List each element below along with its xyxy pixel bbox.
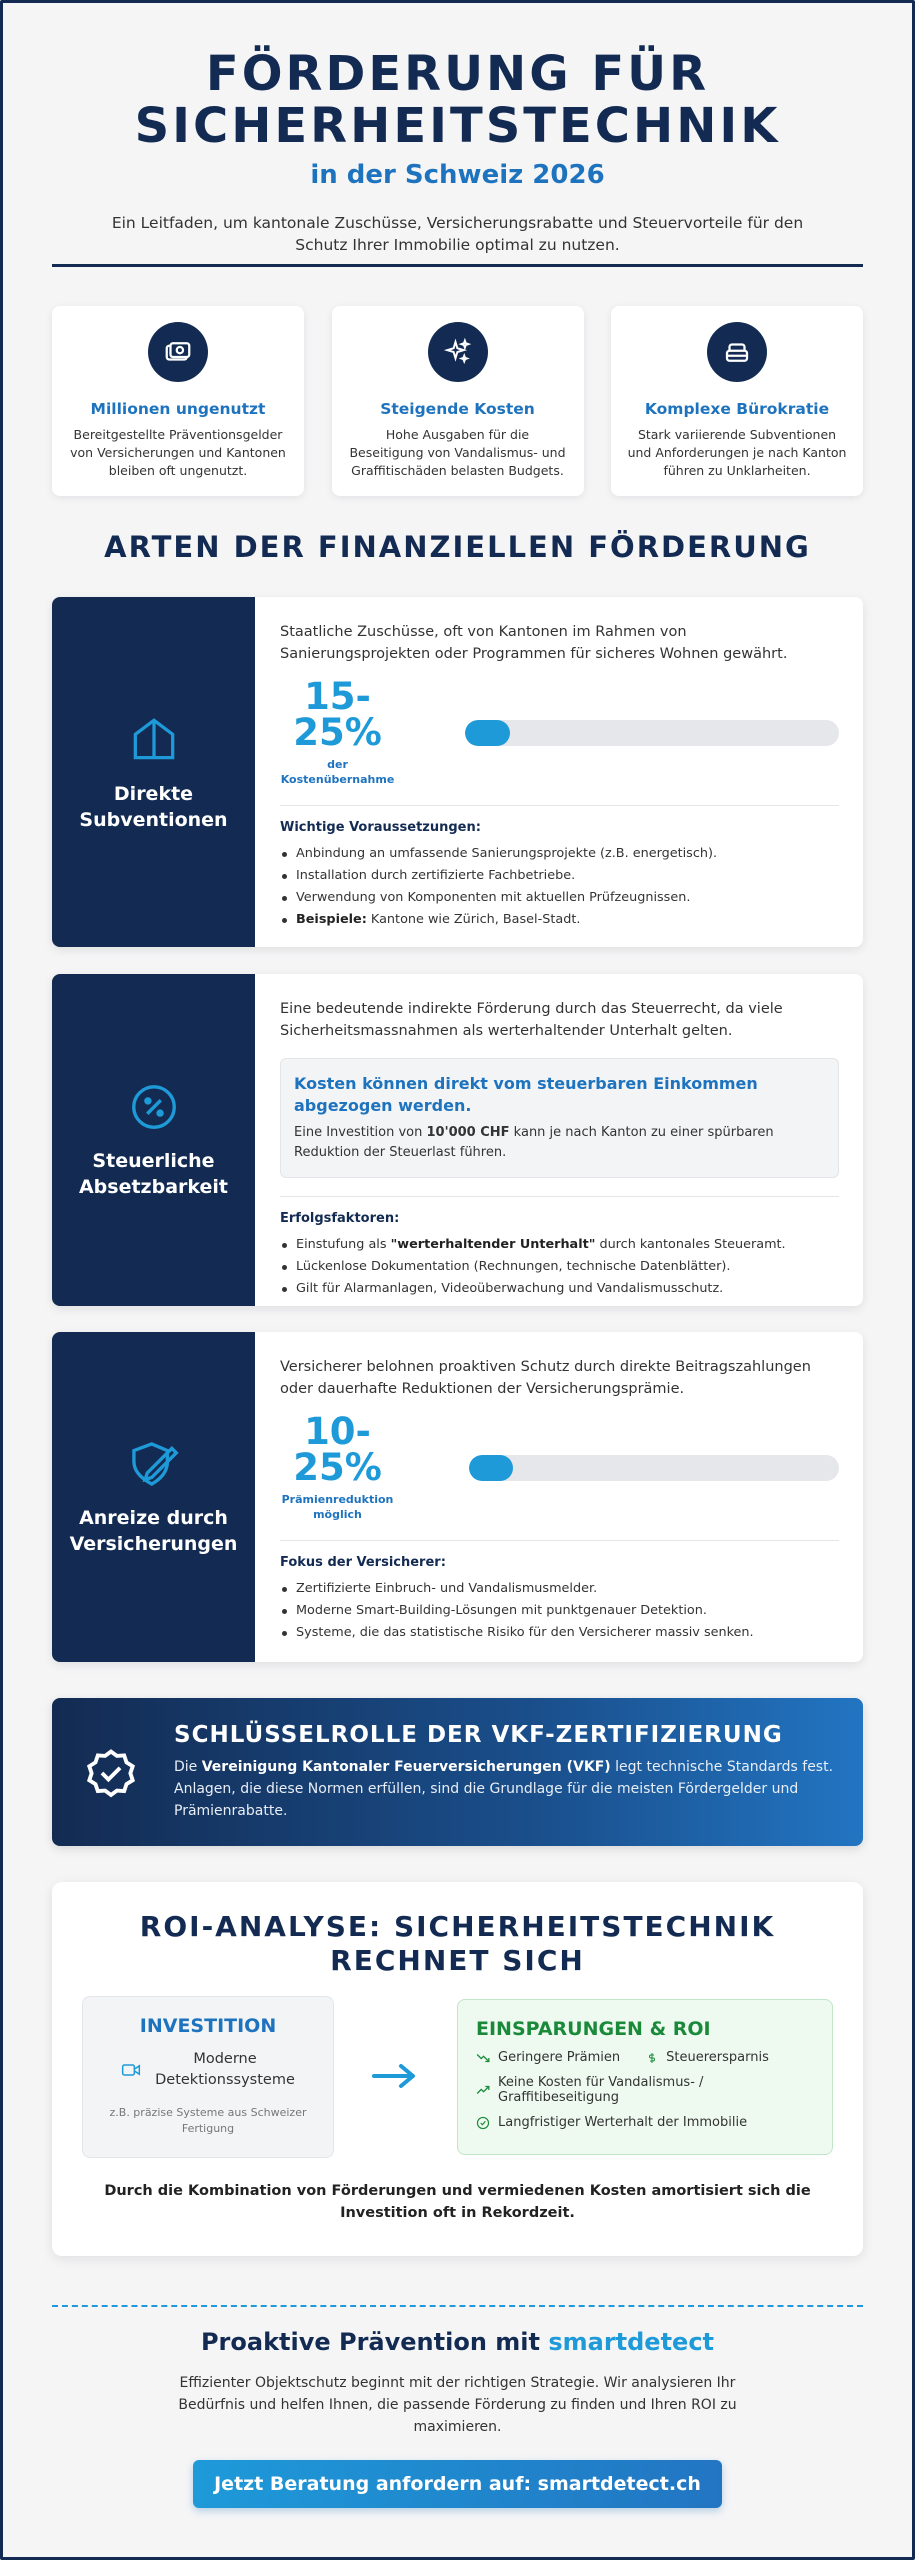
card-unused-millions xyxy=(52,306,304,496)
stat-caption: der Kostenübernahme xyxy=(280,758,395,786)
card-title: Millionen ungenutzt xyxy=(90,400,266,418)
stat-value: 15- 25% xyxy=(293,675,382,754)
divider xyxy=(280,805,839,806)
vkf-text: Die Vereinigung Kantonaler Feuerversicherungen (VKF) legt technische Standards fest. Anlagen, die diese Normen erfüllen, sind die Grundlage für die meisten Fördergelder und Prämienrabatte. xyxy=(174,1759,834,1819)
list-heading: Fokus der Versicherer: xyxy=(280,1555,446,1570)
dashed-divider xyxy=(52,2305,863,2307)
list-item: Lückenlose Dokumentation (Rechnungen, technische Datenblätter). xyxy=(280,1256,839,1278)
coin-icon xyxy=(646,2051,658,2065)
savings-item: Steuerersparnis xyxy=(646,2050,769,2065)
list-item: Zertifizierte Einbruch- und Vandalismusmelder. xyxy=(280,1578,839,1600)
highlight-title: Kosten können direkt vom steuerbaren Einkommen abgezogen werden. xyxy=(294,1074,758,1115)
stack-icon xyxy=(707,322,767,382)
header-divider xyxy=(52,264,863,267)
card-rising-costs xyxy=(332,306,584,496)
stat xyxy=(280,1410,395,1522)
page-title: FÖRDERUNG FÜR SICHERHEITSTECHNIK xyxy=(134,46,781,154)
progress-bar-fill xyxy=(469,1455,513,1481)
roi-footer: Durch die Kombination von Förderungen und vermiedenen Kosten amortisiert sich die Investition oft in Rekordzeit. xyxy=(104,2183,811,2221)
sparkles-icon xyxy=(428,322,488,382)
roi-title: ROI-ANALYSE: SICHERHEITSTECHNIK RECHNET SICH xyxy=(139,1910,776,1977)
section-title: ARTEN DER FINANZIELLEN FÖRDERUNG xyxy=(104,530,811,564)
investment-title: INVESTITION xyxy=(139,2015,277,2037)
shield-pen-icon xyxy=(125,1437,183,1491)
intro-text: Ein Leitfaden, um kantonale Zuschüsse, Versicherungsrabatte und Steuervorteile für den Schutz Ihrer Immobilie optimal zu nutzen. xyxy=(111,214,804,254)
block-label: Anreize durch Versicherungen xyxy=(69,1507,238,1555)
card-text: Hohe Ausgaben für die Beseitigung von Vandalismus- und Graffitischäden belasten Budgets. xyxy=(349,427,566,478)
list-item: Verwendung von Komponenten mit aktuellen Prüfzeugnissen. xyxy=(280,887,839,909)
divider xyxy=(280,1196,839,1197)
consultation-button[interactable]: Jetzt Beratung anfordern auf: smartdetect.ch xyxy=(193,2460,722,2508)
block-tax-deduction xyxy=(52,974,863,1306)
stat-row xyxy=(280,1410,839,1522)
block-side xyxy=(52,597,255,947)
stat xyxy=(280,675,395,787)
trend-up-icon xyxy=(476,2083,490,2097)
card-title: Steigende Kosten xyxy=(380,400,535,418)
block-side xyxy=(52,1332,255,1662)
stat-caption: Prämienreduktion möglich xyxy=(281,1493,394,1521)
progress-bar xyxy=(465,720,839,746)
stat-value: 10- 25% xyxy=(293,1410,382,1489)
card-text: Stark variierende Subventionen und Anforderungen je nach Kanton führen zu Unklarheiten. xyxy=(627,427,847,478)
progress-bar xyxy=(469,1455,839,1481)
list-item: Gilt für Alarmanlagen, Videoüberwachung und Vandalismusschutz. xyxy=(280,1278,839,1300)
vkf-banner xyxy=(52,1698,863,1846)
block-insurance-incentives xyxy=(52,1332,863,1662)
block-content xyxy=(255,974,863,1306)
highlight-box xyxy=(280,1058,839,1178)
card-text: Bereitgestellte Präventionsgelder von Versicherungen und Kantonen bleiben oft ungenutzt. xyxy=(70,427,286,478)
block-side xyxy=(52,974,255,1306)
money-camera-icon xyxy=(148,322,208,382)
block-description: Staatliche Zuschüsse, oft von Kantonen im Rahmen von Sanierungsprojekten oder Programmen für sicheres Wohnen gewährt. xyxy=(280,624,788,662)
success-factors-list xyxy=(280,1234,839,1300)
badge-check-icon xyxy=(80,1742,142,1808)
vkf-title: SCHLÜSSELROLLE DER VKF-ZERTIFIZIERUNG xyxy=(174,1722,783,1748)
check-circle-icon xyxy=(476,2116,490,2130)
block-content xyxy=(255,597,863,947)
list-item: Moderne Smart-Building-Lösungen mit punktgenauer Detektion. xyxy=(280,1600,839,1622)
investment-box xyxy=(82,1996,334,2158)
cta-text: Effizienter Objektschutz beginnt mit der richtigen Strategie. Wir analysieren Ihr Bedürfnis und helfen Ihnen, die passende Förderung zu finden und Ihren ROI zu maximieren. xyxy=(178,2375,737,2435)
investment-item: Moderne Detektionssysteme xyxy=(155,2051,295,2088)
arrow-right-icon xyxy=(370,2062,418,2094)
trend-down-icon xyxy=(476,2051,490,2065)
block-direct-subsidies xyxy=(52,597,863,947)
card-bureaucracy xyxy=(611,306,863,496)
percent-circle-icon xyxy=(127,1080,181,1134)
list-item: Installation durch zertifizierte Fachbetriebe. xyxy=(280,865,839,887)
list-item: Anbindung an umfassende Sanierungsprojekte (z.B. energetisch). xyxy=(280,843,839,865)
list-item: Einstufung als "werterhaltender Unterhalt" durch kantonales Steueramt. xyxy=(280,1234,839,1256)
savings-item: Langfristiger Werterhalt der Immobilie xyxy=(476,2115,814,2130)
house-icon xyxy=(126,711,182,767)
progress-bar-fill xyxy=(465,720,510,746)
block-label: Direkte Subventionen xyxy=(79,783,228,831)
savings-box xyxy=(457,1999,833,2155)
block-description: Eine bedeutende indirekte Förderung durch das Steuerrecht, da viele Sicherheitsmassnahmen als werterhaltender Unterhalt gelten. xyxy=(280,1001,783,1039)
list-item: Beispiele: Kantone wie Zürich, Basel-Stadt. xyxy=(280,909,839,931)
highlight-text: Eine Investition von 10'000 CHF kann je nach Kanton zu einer spürbaren Reduktion der Steuerlast führen. xyxy=(294,1125,774,1160)
header xyxy=(52,48,863,256)
savings-item: Geringere Prämien xyxy=(476,2050,620,2065)
block-description: Versicherer belohnen proaktiven Schutz durch direkte Beitragszahlungen oder dauerhafte Reduktionen der Versicherungsprämie. xyxy=(280,1359,811,1397)
stat-row xyxy=(280,675,839,787)
card-title: Komplexe Bürokratie xyxy=(644,400,830,418)
page-subtitle: in der Schweiz 2026 xyxy=(310,160,605,190)
divider xyxy=(280,1540,839,1541)
investment-note: z.B. präzise Systeme aus Schweizer Fertigung xyxy=(109,2106,307,2135)
savings-item: Keine Kosten für Vandalismus- / Graffitibeseitigung xyxy=(476,2075,814,2105)
requirements-list xyxy=(280,843,839,931)
video-camera-icon xyxy=(121,2062,141,2078)
roi-analysis xyxy=(52,1882,863,2256)
brand-name: smartdetect xyxy=(548,2328,715,2356)
block-content xyxy=(255,1332,863,1662)
list-heading: Erfolgsfaktoren: xyxy=(280,1211,400,1226)
insurer-focus-list xyxy=(280,1578,839,1644)
problem-cards xyxy=(52,306,863,496)
list-item: Systeme, die das statistische Risiko für den Versicherer massiv senken. xyxy=(280,1622,839,1644)
block-label: Steuerliche Absetzbarkeit xyxy=(78,1150,229,1198)
list-heading: Wichtige Voraussetzungen: xyxy=(280,820,481,835)
savings-title: EINSPARUNGEN & ROI xyxy=(476,2018,711,2040)
cta-title: Proaktive Prävention mit smartdetect xyxy=(200,2328,715,2356)
